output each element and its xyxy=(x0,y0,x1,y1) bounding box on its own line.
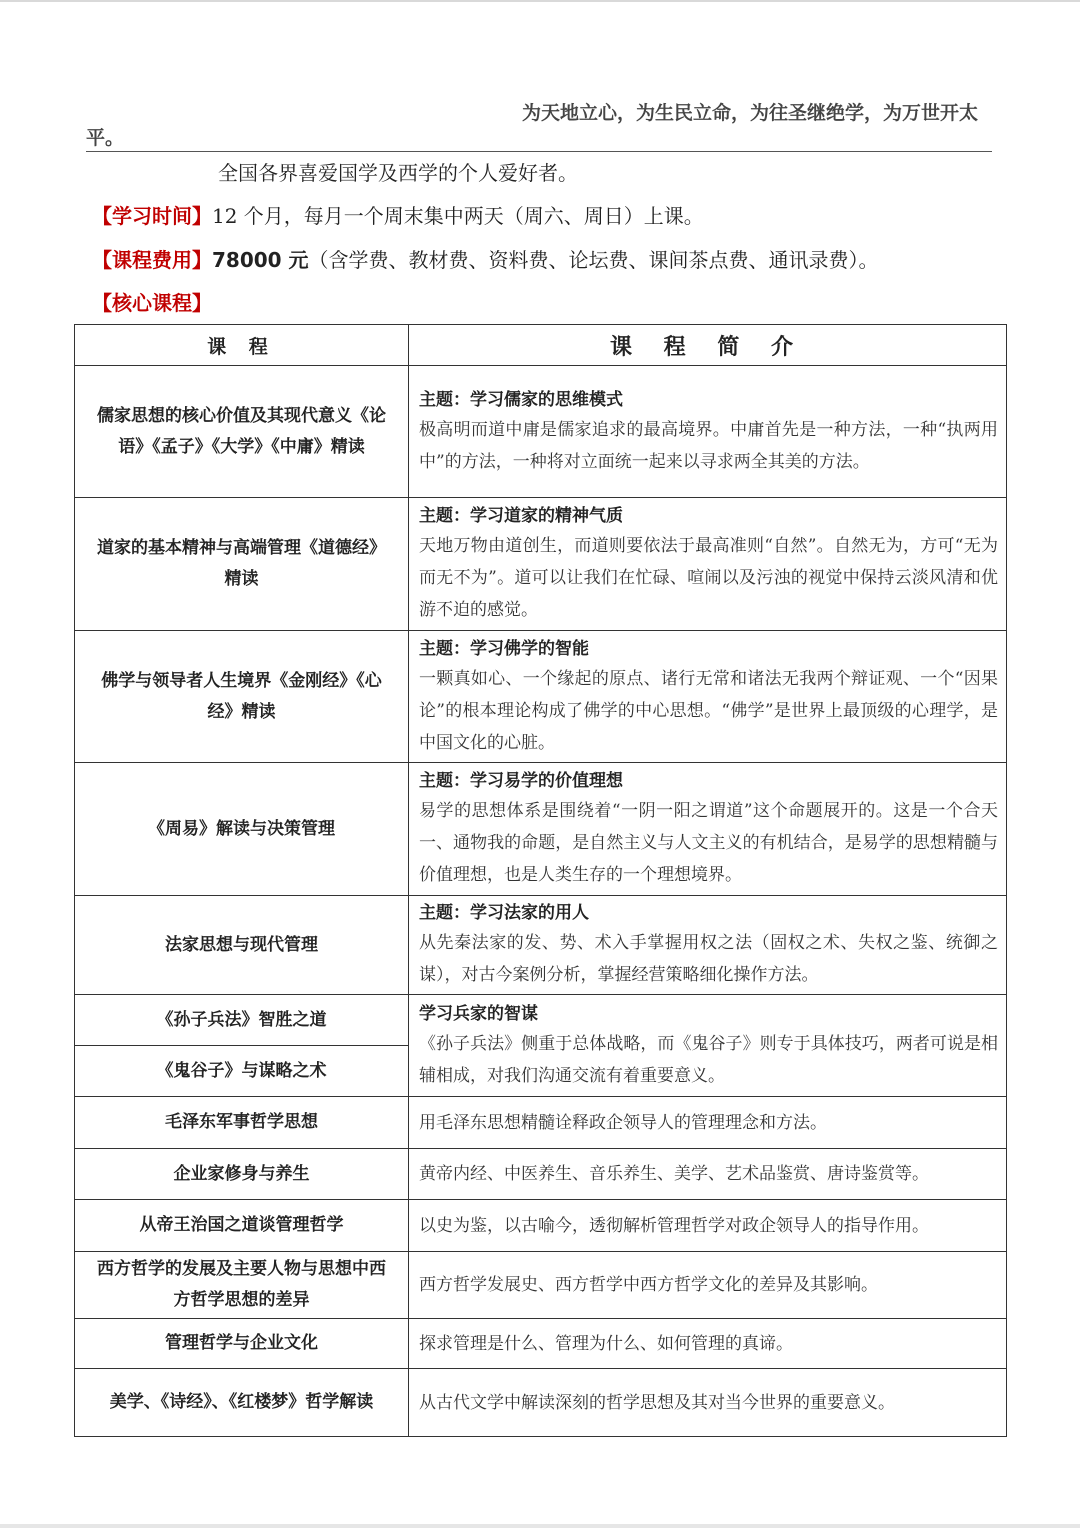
table-row xyxy=(75,366,1007,498)
course-name: 西方哲学的发展及主要人物与思想中西方哲学思想的差异 xyxy=(75,1252,409,1319)
course-theme: 主题：学习法家的用人 xyxy=(419,903,589,923)
course-name: 美学、《诗经》、《红楼梦》哲学解读 xyxy=(75,1369,409,1437)
table-header-row xyxy=(75,325,1007,366)
course-table xyxy=(74,324,1007,1437)
course-description-text: 从古代文学中解读深刻的哲学思想及其对当今世界的重要意义。 xyxy=(419,1392,895,1413)
course-name: 管理哲学与企业文化 xyxy=(75,1319,409,1369)
course-description xyxy=(409,896,1007,995)
course-description xyxy=(409,1369,1007,1437)
core-courses-heading xyxy=(92,289,212,317)
course-name: 企业家修身与养生 xyxy=(75,1149,409,1200)
course-description-text: 西方哲学发展史、西方哲学中西方哲学文化的差异及其影响。 xyxy=(419,1275,878,1295)
course-theme: 主题：学习易学的价值理想 xyxy=(419,771,623,791)
course-description-text: 天地万物由道创生，而道则要依法于最高准则“自然”。自然无为，方可“无为而无不为”。道可以让我们在忙碌、喧闹以及污浊的视觉中保持云淡风清和优游不迫的感觉。 xyxy=(419,536,998,620)
study-time-text: 12 个月，每月一个周末集中两天（周六、周日）上课。 xyxy=(212,204,704,228)
course-name: 儒家思想的核心价值及其现代意义《论语》《孟子》《大学》《中庸》精读 xyxy=(75,366,409,498)
course-description xyxy=(409,1149,1007,1200)
header-divider xyxy=(86,151,992,152)
course-description xyxy=(409,1097,1007,1149)
course-description-text: 易学的思想体系是围绕着“一阴一阳之谓道”这个命题展开的。这是一个合天一、通物我的命题，是自然主义与人文主义的有机结合，是易学的思想精髓与价值理想，也是人类生存的一个理想境界。 xyxy=(419,801,998,885)
course-description xyxy=(409,631,1007,763)
course-description-text: 用毛泽东思想精髓诠释政企领导人的管理理念和方法。 xyxy=(419,1112,827,1133)
course-description-text: 一颗真如心、一个缘起的原点、诸行无常和诸法无我两个辩证观、一个“因果论”的根本理论构成了佛学的中心思想。“佛学”是世界上最顶级的心理学，是中国文化的心脏。 xyxy=(419,668,998,753)
course-name: 从帝王治国之道谈管理哲学 xyxy=(75,1200,409,1252)
table-row xyxy=(75,1252,1007,1319)
table-row xyxy=(75,763,1007,896)
course-description xyxy=(409,1319,1007,1369)
course-description xyxy=(409,1200,1007,1252)
study-time-label: 【学习时间】 xyxy=(92,204,212,228)
table-row xyxy=(75,995,1007,1046)
column-header-description: 课 程 简 介 xyxy=(409,325,1007,366)
course-description xyxy=(409,995,1007,1097)
header-motto-continuation: 平。 xyxy=(86,127,125,149)
course-fee-text: （含学费、教材费、资料费、论坛费、课间茶点费、通讯录费）。 xyxy=(308,248,879,272)
table-row xyxy=(75,1097,1007,1149)
table-row xyxy=(75,498,1007,631)
course-name: 道家的基本精神与高端管理《道德经》精读 xyxy=(75,498,409,631)
course-name: 《鬼谷子》与谋略之术 xyxy=(75,1046,409,1097)
course-fee-paragraph xyxy=(92,246,879,274)
table-row xyxy=(75,631,1007,763)
course-description-text: 黄帝内经、中医养生、音乐养生、美学、艺术品鉴赏、唐诗鉴赏等。 xyxy=(419,1164,929,1184)
course-name: 佛学与领导者人生境界《金刚经》《心经》精读 xyxy=(75,631,409,763)
bottom-border xyxy=(0,1524,1080,1528)
top-border xyxy=(0,0,1080,2)
core-courses-label: 【核心课程】 xyxy=(92,291,212,315)
course-theme: 主题：学习佛学的智能 xyxy=(419,638,589,659)
study-time-paragraph xyxy=(92,202,704,230)
course-description-text: 《孙子兵法》侧重于总体战略，而《鬼谷子》则专于具体技巧，两者可说是相辅相成，对我们沟通交流有着重要意义。 xyxy=(419,1033,998,1086)
course-description xyxy=(409,1252,1007,1319)
course-fee-label: 【课程费用】 xyxy=(92,248,212,272)
course-description xyxy=(409,763,1007,896)
course-description-text: 极高明而道中庸是儒家追求的最高境界。中庸首先是一种方法，一种“执两用中”的方法，一种将对立面统一起来以寻求两全其美的方法。 xyxy=(419,419,998,472)
table-row xyxy=(75,1319,1007,1369)
table-row xyxy=(75,1200,1007,1252)
course-description-text: 从先秦法家的发、势、术入手掌握用权之法（固权之术、失权之鉴、统御之谋），对古今案例分析，掌握经营策略细化操作方法。 xyxy=(419,933,998,985)
course-description xyxy=(409,366,1007,498)
course-theme: 学习兵家的智谋 xyxy=(419,1003,538,1024)
table-row xyxy=(75,1149,1007,1200)
course-name: 《孙子兵法》智胜之道 xyxy=(75,995,409,1046)
column-header-course: 课 程 xyxy=(75,325,409,366)
target-audience-text: 全国各界喜爱国学及西学的个人爱好者。 xyxy=(218,161,578,185)
course-name: 法家思想与现代管理 xyxy=(75,896,409,995)
course-description-text: 以史为鉴，以古喻今，透彻解析管理哲学对政企领导人的指导作用。 xyxy=(419,1215,929,1236)
course-theme: 主题：学习儒家的思维模式 xyxy=(419,389,623,410)
course-description-text: 探求管理是什么、管理为什么、如何管理的真谛。 xyxy=(419,1333,793,1354)
course-name: 《周易》解读与决策管理 xyxy=(75,763,409,896)
course-theme: 主题：学习道家的精神气质 xyxy=(419,506,623,526)
table-row xyxy=(75,896,1007,995)
course-name: 毛泽东军事哲学思想 xyxy=(75,1097,409,1149)
table-row xyxy=(75,1369,1007,1437)
course-description xyxy=(409,498,1007,631)
course-fee-amount: 78000 元 xyxy=(212,248,309,272)
header-motto: 为天地立心，为生民立命，为往圣继绝学，为万世开太 xyxy=(521,102,978,124)
